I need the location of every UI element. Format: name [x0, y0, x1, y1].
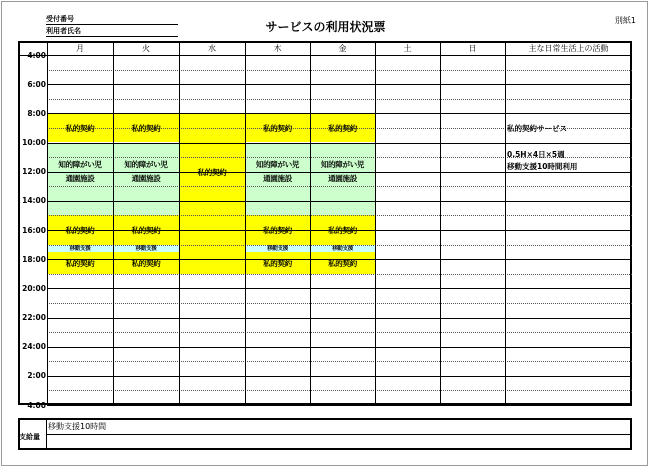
- time-label: 20:00: [22, 283, 46, 293]
- time-label: 4:00: [27, 50, 46, 60]
- contract-label: 私的契約: [328, 259, 357, 269]
- facility-label: 知的障がい児: [124, 159, 168, 169]
- column-header: 主な日常生活上の活動: [528, 44, 609, 53]
- facility-label: 通園施設: [263, 173, 292, 183]
- contract-label: 私的契約: [328, 226, 357, 236]
- footer-midline: [46, 434, 632, 435]
- column-line: [440, 41, 441, 405]
- column-line: [375, 41, 376, 405]
- hour-line: [47, 84, 632, 85]
- column-header: 月: [76, 44, 84, 53]
- column-header: 木: [273, 44, 282, 53]
- column-line: [47, 41, 48, 405]
- time-label: 6:00: [27, 79, 46, 89]
- time-label: 14:00: [22, 196, 46, 206]
- half-hour-line: [47, 332, 632, 333]
- half-hour-line: [47, 99, 632, 100]
- column-header: 金: [338, 44, 347, 53]
- activity-note: 私的契約サービス: [507, 123, 567, 133]
- contract-label: 私的契約: [65, 226, 95, 236]
- contract-label: 私的契約: [65, 259, 95, 269]
- column-header: 土: [403, 44, 412, 53]
- service-block: [179, 113, 245, 273]
- column-line: [245, 41, 246, 405]
- facility-label: 知的障がい児: [58, 159, 102, 169]
- half-hour-line: [47, 390, 632, 391]
- time-label: 24:00: [22, 342, 46, 352]
- half-hour-line: [47, 186, 632, 187]
- time-label: 8:00: [27, 108, 46, 118]
- time-label: 16:00: [22, 225, 46, 235]
- transport-label: 移動支援: [135, 246, 157, 253]
- contract-label: 私的契約: [131, 259, 161, 269]
- hour-line: [47, 201, 632, 202]
- hour-line: [47, 318, 632, 319]
- half-hour-line: [47, 303, 632, 304]
- column-line: [310, 41, 311, 405]
- column-line: [113, 41, 114, 405]
- contract-label: 私的契約: [131, 124, 161, 134]
- facility-label: 通園施設: [65, 173, 95, 183]
- half-hour-line: [47, 274, 632, 275]
- hour-line: [47, 288, 632, 289]
- contract-label: 私的契約: [131, 226, 161, 236]
- contract-label: 私的契約: [197, 167, 227, 177]
- half-hour-line: [47, 215, 632, 216]
- contract-label: 私的契約: [263, 226, 292, 236]
- half-hour-line: [47, 361, 632, 362]
- column-line: [179, 41, 180, 405]
- contract-label: 私的契約: [263, 124, 292, 134]
- half-hour-line: [47, 70, 632, 71]
- column-line: [505, 41, 506, 405]
- supply-amount-value: 移動支援10時間: [48, 422, 107, 431]
- attachment-tag: 別紙1: [614, 16, 636, 25]
- transport-label: 移動支援: [69, 246, 91, 253]
- transport-label: 移動支援: [332, 246, 353, 253]
- activity-note: 移動支援10時間利用: [507, 161, 578, 171]
- transport-label: 移動支援: [267, 246, 288, 253]
- contract-label: 私的契約: [263, 259, 292, 269]
- contract-label: 私的契約: [65, 124, 95, 134]
- facility-label: 通園施設: [328, 173, 357, 183]
- supply-amount-label: 支給量: [19, 433, 40, 441]
- time-label: 10:00: [22, 138, 46, 147]
- contract-label: 私的契約: [328, 124, 357, 134]
- hour-line: [47, 113, 632, 114]
- column-header: 日: [468, 44, 477, 53]
- facility-label: 知的障がい児: [320, 159, 365, 169]
- hour-line: [47, 347, 632, 348]
- hour-line: [47, 143, 632, 144]
- reception-number-field: 受付番号: [46, 15, 178, 25]
- time-label: 22:00: [22, 313, 46, 322]
- time-label: 18:00: [22, 254, 46, 264]
- time-label: 12:00: [22, 167, 46, 177]
- activity-note: 0.5H×4日×5週: [507, 150, 565, 160]
- time-label: 4:00: [27, 400, 46, 410]
- header-line: [18, 55, 632, 56]
- column-header: 火: [142, 44, 150, 53]
- page-title: サービスの利用状況票: [265, 20, 386, 34]
- hour-line: [47, 376, 632, 377]
- hour-line: [47, 405, 632, 406]
- facility-label: 知的障がい児: [255, 159, 300, 169]
- user-name-field: 利用者氏名: [46, 27, 178, 37]
- time-label: 2:00: [27, 371, 46, 381]
- facility-label: 通園施設: [131, 173, 161, 183]
- column-header: 水: [208, 44, 216, 53]
